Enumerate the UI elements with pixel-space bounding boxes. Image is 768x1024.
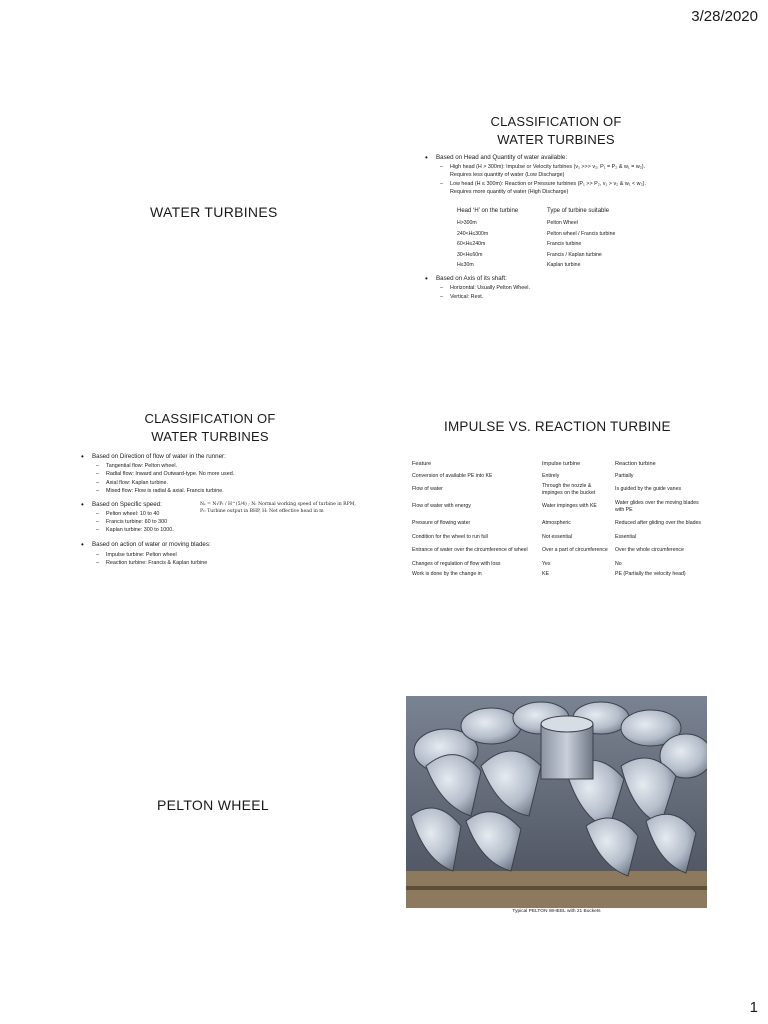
table-cell: Pelton wheel / Francis turbine bbox=[547, 230, 616, 237]
slide3-title-line1: CLASSIFICATION OF bbox=[144, 411, 276, 426]
slide5-title: PELTON WHEEL bbox=[157, 797, 269, 813]
table-row bbox=[412, 569, 712, 579]
table-row bbox=[457, 261, 657, 272]
table-cell: Francis turbine bbox=[547, 241, 582, 248]
list-item: – Reaction turbine: Francis & Kaplan turbine bbox=[92, 559, 370, 567]
slide3-title-line2: WATER TURBINES bbox=[151, 428, 269, 444]
photo-caption: Typical PELTON WHEEL with 21 Buckets bbox=[512, 909, 601, 914]
table-cell: Essential bbox=[615, 533, 637, 540]
table-cell: Through the nozzle & impinges on the bucket bbox=[542, 483, 596, 496]
table-cell: 30<H≤60m bbox=[457, 251, 483, 258]
document-date: 3/28/2020 bbox=[691, 8, 758, 25]
table-cell: Condition for the wheel to run full bbox=[412, 533, 488, 540]
head-turbine-table bbox=[457, 208, 657, 271]
table-cell: Over a part of circumference bbox=[542, 547, 608, 554]
list-item: – Mixed flow: Flow is radial & axial. Francis turbine. bbox=[92, 487, 370, 495]
table-cell: PE (Partially the velocity head) bbox=[615, 570, 686, 577]
table-cell: Entirely bbox=[542, 472, 560, 479]
table-cell: No bbox=[615, 560, 622, 567]
slide2-title bbox=[456, 113, 656, 148]
page-number: 1 bbox=[749, 999, 758, 1016]
table-cell: Not essential bbox=[542, 533, 572, 540]
list-item: – Pelton wheel: 10 to 40 bbox=[92, 510, 200, 518]
table-cell: Pelton Wheel bbox=[547, 220, 578, 227]
table-cell: Atmospheric bbox=[542, 520, 571, 527]
table-cell: H>300m bbox=[457, 220, 477, 227]
table-row bbox=[412, 498, 712, 515]
list-item: – Impulse turbine: Pelton wheel bbox=[92, 551, 370, 559]
table-header: Type of turbine suitable bbox=[547, 207, 610, 214]
table-cell: Kaplan turbine bbox=[547, 262, 581, 269]
specific-speed-formula: Nₛ = N√Pₜ / H^(5/4) ; N: Normal working speed of turbine in RPM, Pₜ: Turbine output in BHP, H: Net effective head in m bbox=[200, 501, 356, 515]
table-row bbox=[412, 481, 712, 498]
slide4-title: IMPULSE VS. REACTION TURBINE bbox=[444, 419, 671, 434]
table-cell: Yes bbox=[542, 560, 551, 567]
slide3-bullets bbox=[80, 453, 370, 567]
list-item: • Based on Head and Quantity of water available: – High head (H > 300m): Impulse or Velocity turbines (v₁ >>> v₂, P₁ = P₂ & w₁ = w₂). Requires less quantity of water (Low Discharge) – Low head (H ≤ 300m): Reaction or Pressure turbines (P₁ >> P₂, v₁ > v₂ & w₁ < w₂). Requires more quantity of water (High Discharge) bbox=[424, 154, 714, 196]
slide3-body bbox=[80, 453, 370, 569]
table-header: Impulse turbine bbox=[542, 461, 581, 467]
list-item: • Based on Specific speed: – Pelton wheel: 10 to 40 – Francis turbine: 60 to 300 – Kaplan turbine: 300 to 1000. Nₛ = N√Pₜ / H^(5/4) ; N: Normal working speed of turbine in RPM, Pₜ: Turbine output in BHP, H: Net effective head in m bbox=[80, 501, 370, 536]
table-row bbox=[457, 229, 657, 240]
table-cell: 60<H≤240m bbox=[457, 241, 486, 248]
list-item: – Vertical: Rest. bbox=[436, 293, 714, 301]
table-cell: Partially bbox=[615, 472, 634, 479]
list-item: – Low head (H ≤ 300m): Reaction or Pressure turbines (P₁ >> P₂, v₁ > v₂ & w₁ < w₂). Requires more quantity of water (High Discharge) bbox=[436, 180, 714, 196]
list-item: – Kaplan turbine: 300 to 1000. bbox=[92, 526, 200, 534]
list-item: – Horizontal: Usually Pelton Wheel. bbox=[436, 284, 714, 292]
table-row bbox=[412, 542, 712, 559]
list-item: • Based on Direction of flow of water in the runner: – Tangential flow: Pelton wheel. – Radial flow: Inward and Outward-type. No more used. – Axial flow: Kaplan turbine. – Mixed flow: Flow is radial & axial. Francis turbine. bbox=[80, 453, 370, 495]
slide2-title-line2: WATER TURBINES bbox=[497, 131, 615, 147]
list-item: – Francis turbine: 60 to 300 bbox=[92, 518, 200, 526]
table-cell: Water impinges with KE bbox=[542, 503, 597, 510]
table-row bbox=[412, 515, 712, 532]
table-row bbox=[412, 532, 712, 542]
table-row bbox=[457, 250, 657, 261]
list-item: • Based on Axis of its shaft: – Horizontal: Usually Pelton Wheel. – Vertical: Rest. bbox=[424, 275, 714, 301]
table-cell: Pressure of flowing water bbox=[412, 520, 471, 527]
table-cell: 240<H≤300m bbox=[457, 230, 489, 237]
table-row bbox=[457, 240, 657, 251]
table-cell: Changes of regulation of flow with loss bbox=[412, 560, 501, 567]
table-cell: Water glides over the moving blades with PE bbox=[615, 500, 699, 513]
slide2-body bbox=[424, 154, 714, 303]
table-cell: KE bbox=[542, 570, 549, 577]
list-item: – Axial flow: Kaplan turbine. bbox=[92, 479, 370, 487]
table-row bbox=[457, 219, 657, 230]
slide3-title bbox=[110, 410, 310, 445]
slide2-bullets-2 bbox=[424, 275, 714, 301]
table-row bbox=[412, 559, 712, 569]
list-item: – High head (H > 300m): Impulse or Velocity turbines (v₁ >>> v₂, P₁ = P₂ & w₁ = w₂). Requires less quantity of water (Low Discharge) bbox=[436, 163, 714, 179]
slide1-title: WATER TURBINES bbox=[150, 204, 278, 220]
impulse-vs-reaction-table bbox=[412, 461, 712, 579]
table-cell: Over the whole circumference bbox=[615, 547, 684, 554]
table-cell: H≤30m bbox=[457, 262, 474, 269]
list-item: – Tangential flow: Pelton wheel. bbox=[92, 462, 370, 470]
table-cell: Flow of water with energy bbox=[412, 503, 471, 510]
table-header: Feature bbox=[412, 461, 432, 467]
slide2-bullets bbox=[424, 154, 714, 196]
table-cell: Conversion of available PE into KE bbox=[412, 472, 493, 479]
table-cell: Francis / Kaplan turbine bbox=[547, 251, 602, 258]
table-cell: Is guided by the guide vanes bbox=[615, 486, 682, 493]
slide2-title-line1: CLASSIFICATION OF bbox=[490, 114, 622, 129]
table-cell: Reduced after gliding over the blades bbox=[615, 520, 701, 527]
table-row bbox=[412, 471, 712, 481]
table-cell: Entrance of water over the circumference of wheel bbox=[412, 547, 528, 554]
list-item: • Based on action of water or moving blades: – Impulse turbine: Pelton wheel – Reaction turbine: Francis & Kaplan turbine bbox=[80, 541, 370, 567]
pelton-wheel-photo bbox=[406, 696, 707, 908]
list-item: – Radial flow: Inward and Outward-type. No more used. bbox=[92, 470, 370, 478]
table-cell: Flow of water bbox=[412, 486, 443, 493]
table-header: Reaction turbine bbox=[615, 461, 656, 467]
table-cell: Work is done by the change in bbox=[412, 570, 482, 577]
table-header: Head ‘H’ on the turbine bbox=[457, 207, 519, 214]
